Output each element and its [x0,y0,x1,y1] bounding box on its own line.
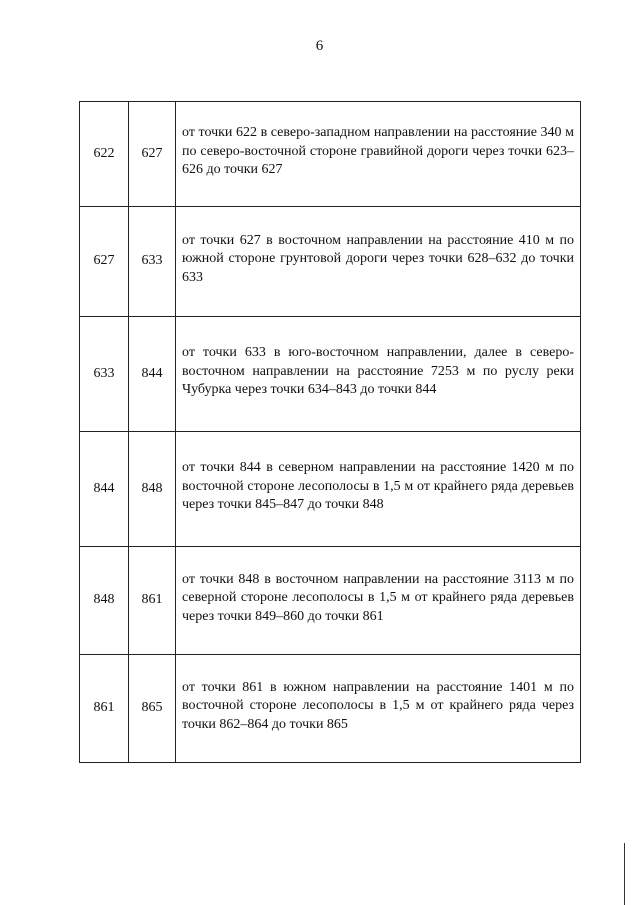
table-row [80,432,581,547]
from-point-cell: 633 [80,317,129,432]
to-point-cell: 627 [129,102,176,207]
to-point-cell: 861 [129,547,176,655]
table-row [80,317,581,432]
description-text: от точки 844 в северном направлении на расстояние 1420 м по восточной стороне лесополосы в 1,5 м от крайнего ряда деревьев через точки 845–847 до точки 848 [182,460,574,513]
to-point-cell: 633 [129,207,176,317]
from-point-cell: 844 [80,432,129,547]
from-point-cell: 861 [80,655,129,763]
description-cell [176,432,581,547]
from-point-cell: 622 [80,102,129,207]
description-text: от точки 633 в юго-восточном направлении, далее в северо-восточном направлении на расстояние 7253 м по руслу реки Чубурка через точки 634–843 до точки 844 [182,345,574,398]
from-point-cell: 848 [80,547,129,655]
description-cell [176,547,581,655]
table-row [80,547,581,655]
description-text: от точки 848 в восточном направлении на расстояние 3113 м по северной стороне лесополосы в 1,5 м от крайнего ряда деревьев через точки 849–860 до точки 861 [182,571,574,624]
table-row [80,655,581,763]
to-point-cell: 865 [129,655,176,763]
table-row [80,102,581,207]
description-cell [176,207,581,317]
page-number: 6 [315,38,324,54]
description-cell [176,655,581,763]
description-cell [176,102,581,207]
scan-edge-mark [624,843,625,905]
to-point-cell: 848 [129,432,176,547]
from-point-cell: 627 [80,207,129,317]
description-cell [176,317,581,432]
to-point-cell: 844 [129,317,176,432]
table-row [80,207,581,317]
description-text: от точки 861 в южном направлении на расстояние 1401 м по восточной стороне лесополосы в 1,5 м от крайнего ряда через точки 862–864 до точки 865 [182,679,574,732]
boundary-description-table [79,101,581,763]
description-text: от точки 622 в северо-западном направлении на расстояние 340 м по северо-восточной стороне гравийной дороги через точки 623–626 до точки 627 [182,125,574,178]
description-text: от точки 627 в восточном направлении на расстояние 410 м по южной стороне грунтовой дороги через точки 628–632 до точки 633 [182,232,574,285]
